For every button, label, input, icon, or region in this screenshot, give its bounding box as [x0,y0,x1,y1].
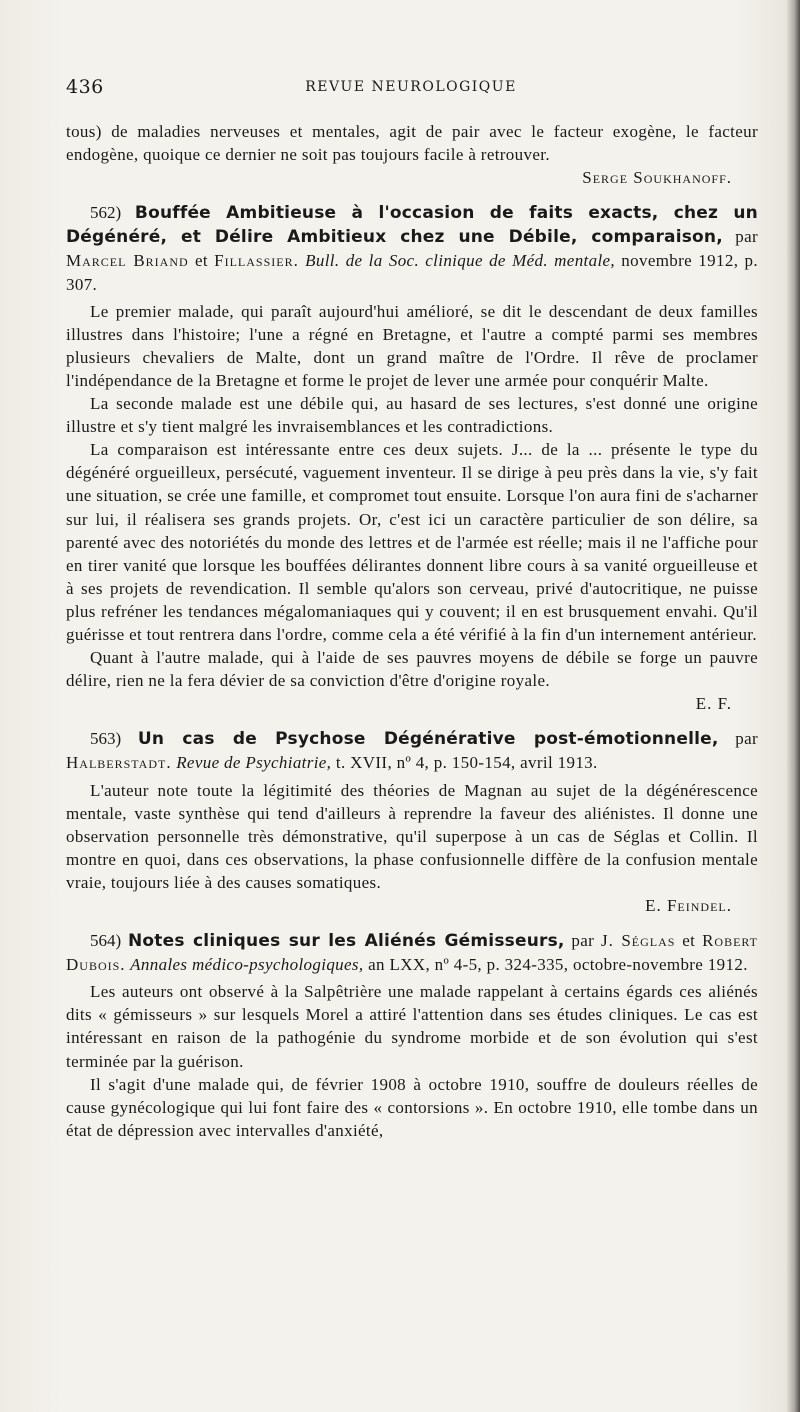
entry-source: Bull. de la Soc. clinique de Méd. mentale, [305,251,616,271]
entry-authors-2: Fillassier. [214,251,299,271]
paragraph: La comparaison est intéressante entre ces deux sujets. J... de la ... présente le type du dégénéré orgueilleux, persécuté, vaguement inventeur. Il se dirige à peu près dans la vie, s'y fait une situation, se crée une famille, et compromet tout ensuite. Lorsque l'on aura fini de s'acharner sur lui, il réalisera ses grands projets. Or, c'est ici un caractère particulier de son délire, sa parenté avec des notoriétés du monde des lettres et de l'armée est réelle; mais il ne l'affiche pour en tirer vanité que lorsque les bouffées délirantes donnent libre cours à sa vanité orgueilleuse et à ses projets de revendication. Il semble qu'alors son cerveau, privé d'autocritique, ne puisse plus refréner les tendances mégalomaniaques qui y couvent; il en est brusquement envahi. Qu'il guérisse et tout rentrera dans l'ordre, comme cela a été vérifié à la fin d'un internement antérieur. [66,440,758,644]
entry-authors: Marcel Briand [66,251,189,271]
article-body [66,120,758,1142]
entry-number: 562) [90,203,122,223]
entry-details: an LXX, nº 4-5, p. 324-335, octobre-novembre 1912. [368,955,748,975]
entry-source: Revue de Psychiatrie, [176,753,332,773]
page-number: 436 [66,76,104,98]
paragraph: Quant à l'autre malade, qui à l'aide de ses pauvres moyens de débile se forge un pauvre délire, rien ne la fera dévier de sa conviction d'être d'origine royale. [66,648,758,691]
entry-and: et [194,251,208,271]
paragraph: La seconde malade est une débile qui, au hasard de ses lectures, s'est donné une origine illustre et s'y tient malgré les invraisemblances et les contradictions. [66,394,758,437]
entry-heading [66,929,758,976]
book-spine-shadow [786,0,800,1412]
entry-by: par [735,227,758,247]
entry-details: t. XVII, nº 4, p. 150-154, avril 1913. [335,753,598,773]
entry-details: novembre 1912, p. 307. [66,251,758,294]
entry-body [66,300,758,716]
running-head [66,76,756,102]
entry-563 [66,727,758,917]
entry-body [66,779,758,918]
entry-564 [66,929,758,1142]
entry-and: et [682,931,696,951]
paragraph: Les auteurs ont observé à la Salpêtrière une malade rappelant à certains égards ces aliénés dits « gémisseurs » sur lesquels Morel a attiré l'attention dans ses études cliniques. Le cas est intéressant en raison de la pathogénie du syndrome morbide et de son évolution qui s'est terminée par la guérison. [66,982,758,1071]
entry-by: par [735,729,758,749]
entry-number: 563) [90,729,122,749]
entry-heading [66,201,758,295]
entry-authors-2: Robert Dubois. [66,931,759,975]
entry-authors: Halberstadt. [66,753,172,773]
paragraph: L'auteur note toute la légitimité des théories de Magnan au sujet de la dégénérescence mentale, vaste synthèse qui tend d'ailleurs à reprendre la faveur des aliénistes. Il donne une observation personnelle très démonstrative, qu'il superpose à un cas de Séglas et Collin. Il montre en quoi, dans ces observations, la phase confusionnelle diffère de la confusion mentale vraie, toujours liée à des causes somatiques. [66,780,758,892]
entry-signature: E. F. [695,694,732,714]
entry-title: Notes cliniques sur les Aliénés Gémisseurs, [128,931,565,952]
entry-heading [66,727,758,774]
entry-source: Annales médico-psychologiques, [130,955,364,975]
entry-signature: E. Feindel. [645,896,732,915]
paragraph: Il s'agit d'une malade qui, de février 1908 à octobre 1910, souffre de douleurs réelles de cause gynécologique qui lui font faire des « contorsions ». En octobre 1910, elle tombe dans un état de dépression avec intervalles d'anxiété, [66,1074,758,1140]
paragraph: Le premier malade, qui paraît aujourd'hui amélioré, se dit le descendant de deux familles illustres dans l'histoire; l'une a régné en Bretagne, et l'autre a compté parmi ses membres plusieurs chevaliers de Malte, dont un grand maître de l'Ordre. Il rêve de proclamer l'indépendance de la Bretagne et forme le projet de lever une armée pour conquérir Malte. [66,301,758,390]
journal-title: REVUE NEUROLOGIQUE [305,79,517,95]
entry-authors: J. Séglas [600,931,676,951]
entry-562 [66,201,758,715]
entry-by: par [571,931,595,951]
intro-signature: Serge Soukhanoff. [582,168,732,188]
entry-title: Un cas de Psychose Dégénérative post-émotionnelle, [137,729,719,750]
entry-body [66,980,758,1142]
intro-text: tous) de maladies nerveuses et mentales, agit de pair avec le facteur exogène, le facteur endogène, quoique ce dernier ne soit pas toujours facile à retrouver. [66,122,758,165]
entry-title: Bouffée Ambitieuse à l'occasion de faits exacts, chez un Dégénéré, et Délire Ambitieux chez une Débile, comparaison, [66,203,758,248]
entry-number: 564) [90,931,122,951]
